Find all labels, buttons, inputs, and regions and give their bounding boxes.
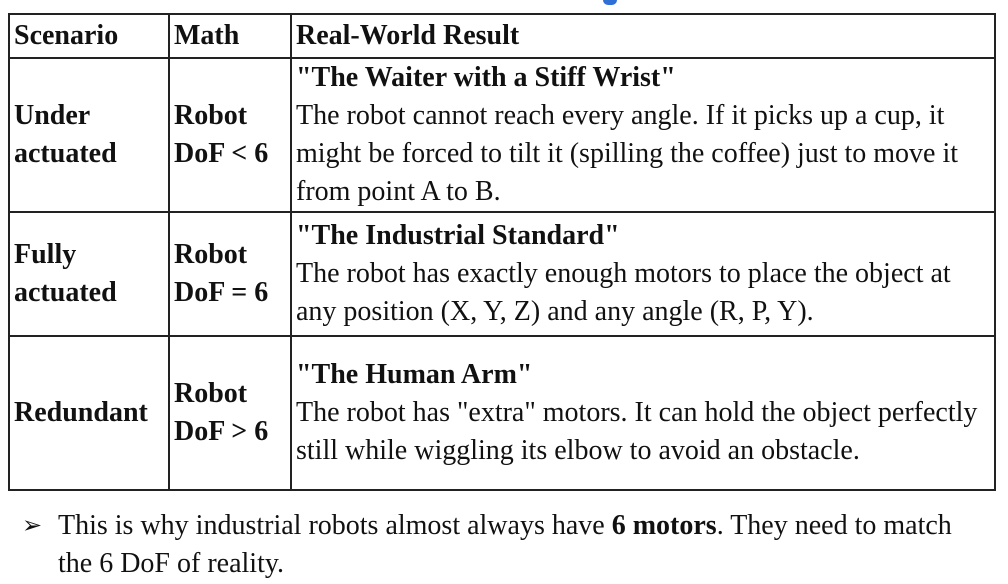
arrow-bullet-icon: ➢ (22, 513, 43, 539)
result-cell (291, 212, 995, 336)
summary-emphasis: 6 motors (611, 510, 717, 541)
summary-note (22, 507, 992, 583)
table-row (9, 58, 995, 212)
result-cell (291, 336, 995, 490)
table-row (9, 212, 995, 336)
table-header-row (9, 14, 995, 58)
result-title: "The Industrial Standard" (296, 220, 620, 251)
result-cell (291, 58, 995, 212)
dof-comparison-table (8, 13, 996, 491)
result-body: The robot has "extra" motors. It can hold the object perfectly still while wiggling its elbow to avoid an obstacle. (296, 397, 978, 466)
table-row (9, 336, 995, 490)
math-cell: Robot DoF > 6 (169, 336, 291, 490)
header-scenario: Scenario (9, 14, 169, 58)
summary-text-start: This is why industrial robots almost always have (58, 510, 612, 541)
result-title: "The Human Arm" (296, 359, 533, 390)
summary-text (58, 507, 992, 583)
math-cell: Robot DoF < 6 (169, 58, 291, 212)
scenario-cell: Redundant (9, 336, 169, 490)
result-title: "The Waiter with a Stiff Wrist" (296, 62, 676, 93)
scenario-cell: Under actuated (9, 58, 169, 212)
scenario-cell: Fully actuated (9, 212, 169, 336)
header-result: Real-World Result (291, 14, 995, 58)
heading-fragment (603, 0, 617, 5)
result-body: The robot has exactly enough motors to place the object at any position (X, Y, Z) and any angle (R, P, Y). (296, 258, 951, 327)
result-body: The robot cannot reach every angle. If it picks up a cup, it might be forced to tilt it (spilling the coffee) just to move it from point A to B. (296, 100, 959, 207)
summary-text-end: . They need to match the 6 DoF of reality. (58, 510, 952, 579)
header-math: Math (169, 14, 291, 58)
math-cell: Robot DoF = 6 (169, 212, 291, 336)
